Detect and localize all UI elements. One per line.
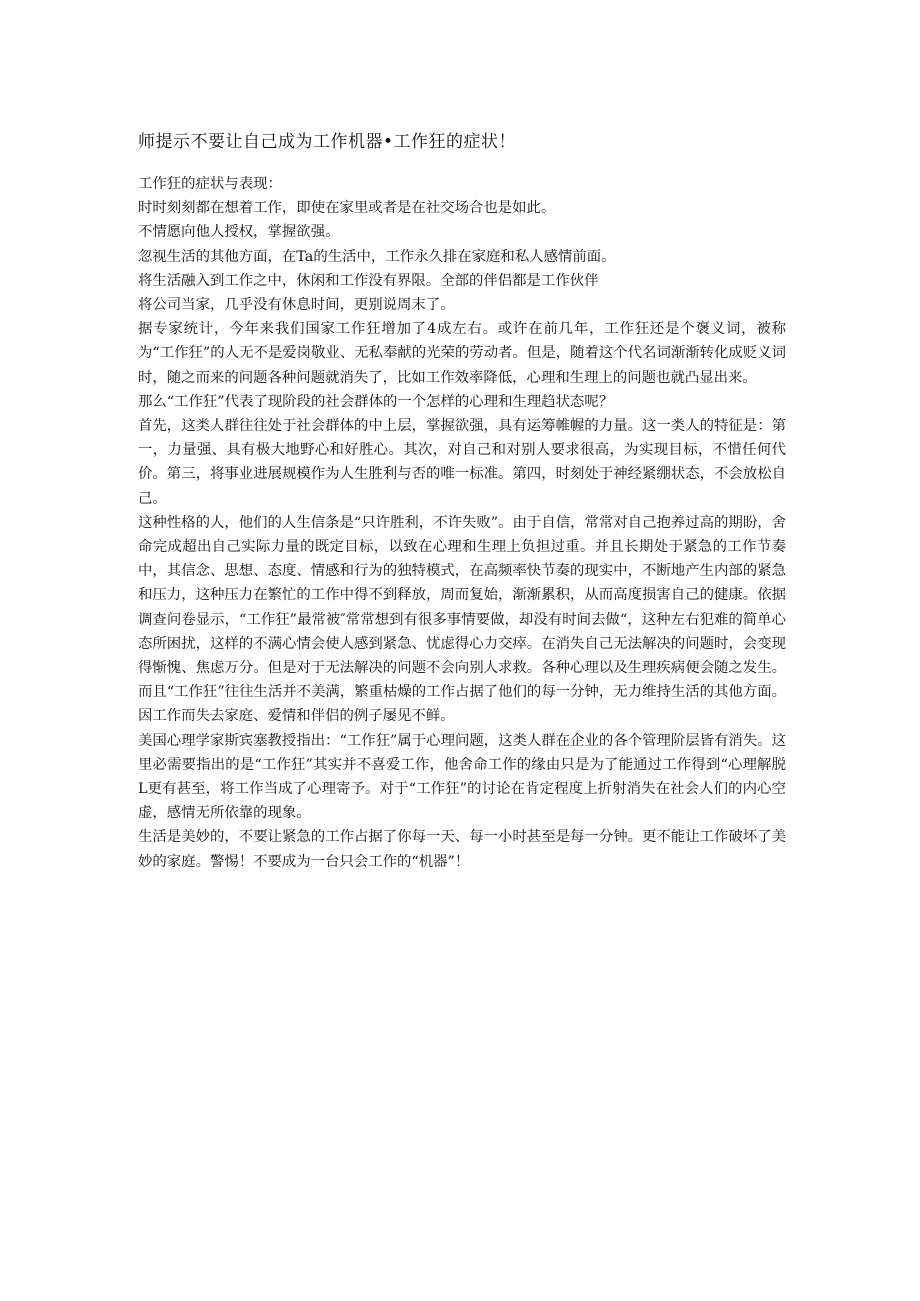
paragraph-conclusion: 生活是美妙的，不要让紧急的工作占据了你每一天、每一小时甚至是每一分钟。更不能让工作破坏了美妙的家庭。警惕！不要成为一台只会工作的“机器”！ bbox=[138, 829, 786, 870]
paragraph-statistics: 据专家统计，今年来我们国家工作狂增加了4成左右。或许在前几年，工作狂还是个褒义词，被称为“工作狂”的人无不是爱岗敬业、无私奉献的光荣的劳动者。但是，随着这个代名词渐渐转化成贬义词时，随之而来的问题各种问题就消失了，比如工作效率降低，心理和生理上的问题也就凸显出来。 bbox=[138, 321, 786, 386]
document-body bbox=[138, 172, 786, 874]
paragraph-symptom-5: 将公司当家，几乎没有休息时间，更别说周末了。 bbox=[138, 297, 455, 314]
paragraph-question: 那么“工作狂”代表了现阶段的社会群体的一个怎样的心理和生理趋状态呢？ bbox=[138, 393, 614, 410]
paragraph-characteristics: 首先，这类人群往往处于社会群体的中上层，掌握欲强，具有运筹帷幄的力量。这一类人的特征是：第一，力量强、具有极大地野心和好胜心。其次，对自己和对别人要求很高，为实现目标，不惜任何代价。第三，将事业进展规模作为人生胜利与否的唯一标准。第四，时刻处于神经紧绷状态，不会放松自己。 bbox=[138, 418, 786, 507]
paragraph-symptom-1: 时时刻刻都在想着工作，即使在家里或者是在社交场合也是如此。 bbox=[138, 200, 556, 217]
paragraph-symptom-2: 不情愿向他人授权，掌握欲强。 bbox=[138, 224, 340, 241]
document-page bbox=[138, 130, 786, 874]
paragraph-symptoms-heading: 工作狂的症状与表现： bbox=[138, 176, 282, 192]
paragraph-personality: 这种性格的人，他们的人生信条是“只许胜利，不许失败”。由于自信，常常对自己抱养过高的期盼，舍命完成超出自己实际力量的既定目标，以致在心理和生理上负担过重。并且长期处于紧急的工作节奏中，其信念、思想、态度、情感和行为的独特模式，在高频率快节奏的现实中，不断地产生内部的紧急和压力，这种压力在繁忙的工作中得不到释放，周而复始，渐渐累积，从而高度损害自己的健康。依据调查问卷显示，“工作狂”最常被″常常想到有很多事情要做，却没有时间去做“，这种左右犯难的简单心态所困扰，这样的不满心情会使人感到紧急、忧虑得心力交瘁。在消失自己无法解决的问题时，会变现得惭愧、焦虑万分。但是对于无法解决的问题不会向别人求救。各种心理以及生理疾病便会随之发生。而且“工作狂”往往生活并不美满，繁重枯燥的工作占据了他们的每一分钟，无力维持生活的其他方面。因工作而失去家庭、爱情和伴侣的例子屡见不鲜。 bbox=[138, 514, 786, 725]
document-title: 师提示不要让自己成为工作机器•工作狂的症状！ bbox=[138, 132, 517, 152]
paragraph-symptom-4: 将生活融入到工作之中，休闲和工作没有界限。全部的伴侣都是工作伙伴 bbox=[138, 272, 599, 289]
paragraph-expert-view: 美国心理学家斯宾塞教授指出：“工作狂”属于心理问题，这类人群在企业的各个管理阶层皆有消失。这里必需要指出的是“工作狂”其实并不喜爱工作，他舍命工作的缘由只是为了能通过工作得到“心理解脱L更有甚至，将工作当成了心理寄予。对于“工作狂”的讨论在肯定程度上折射消失在社会人们的内心空虚，感情无所依靠的现象。 bbox=[138, 732, 786, 822]
paragraph-symptom-3: 忽视生活的其他方面，在Ta的生活中，工作永久排在家庭和私人感情前面。 bbox=[138, 248, 616, 265]
